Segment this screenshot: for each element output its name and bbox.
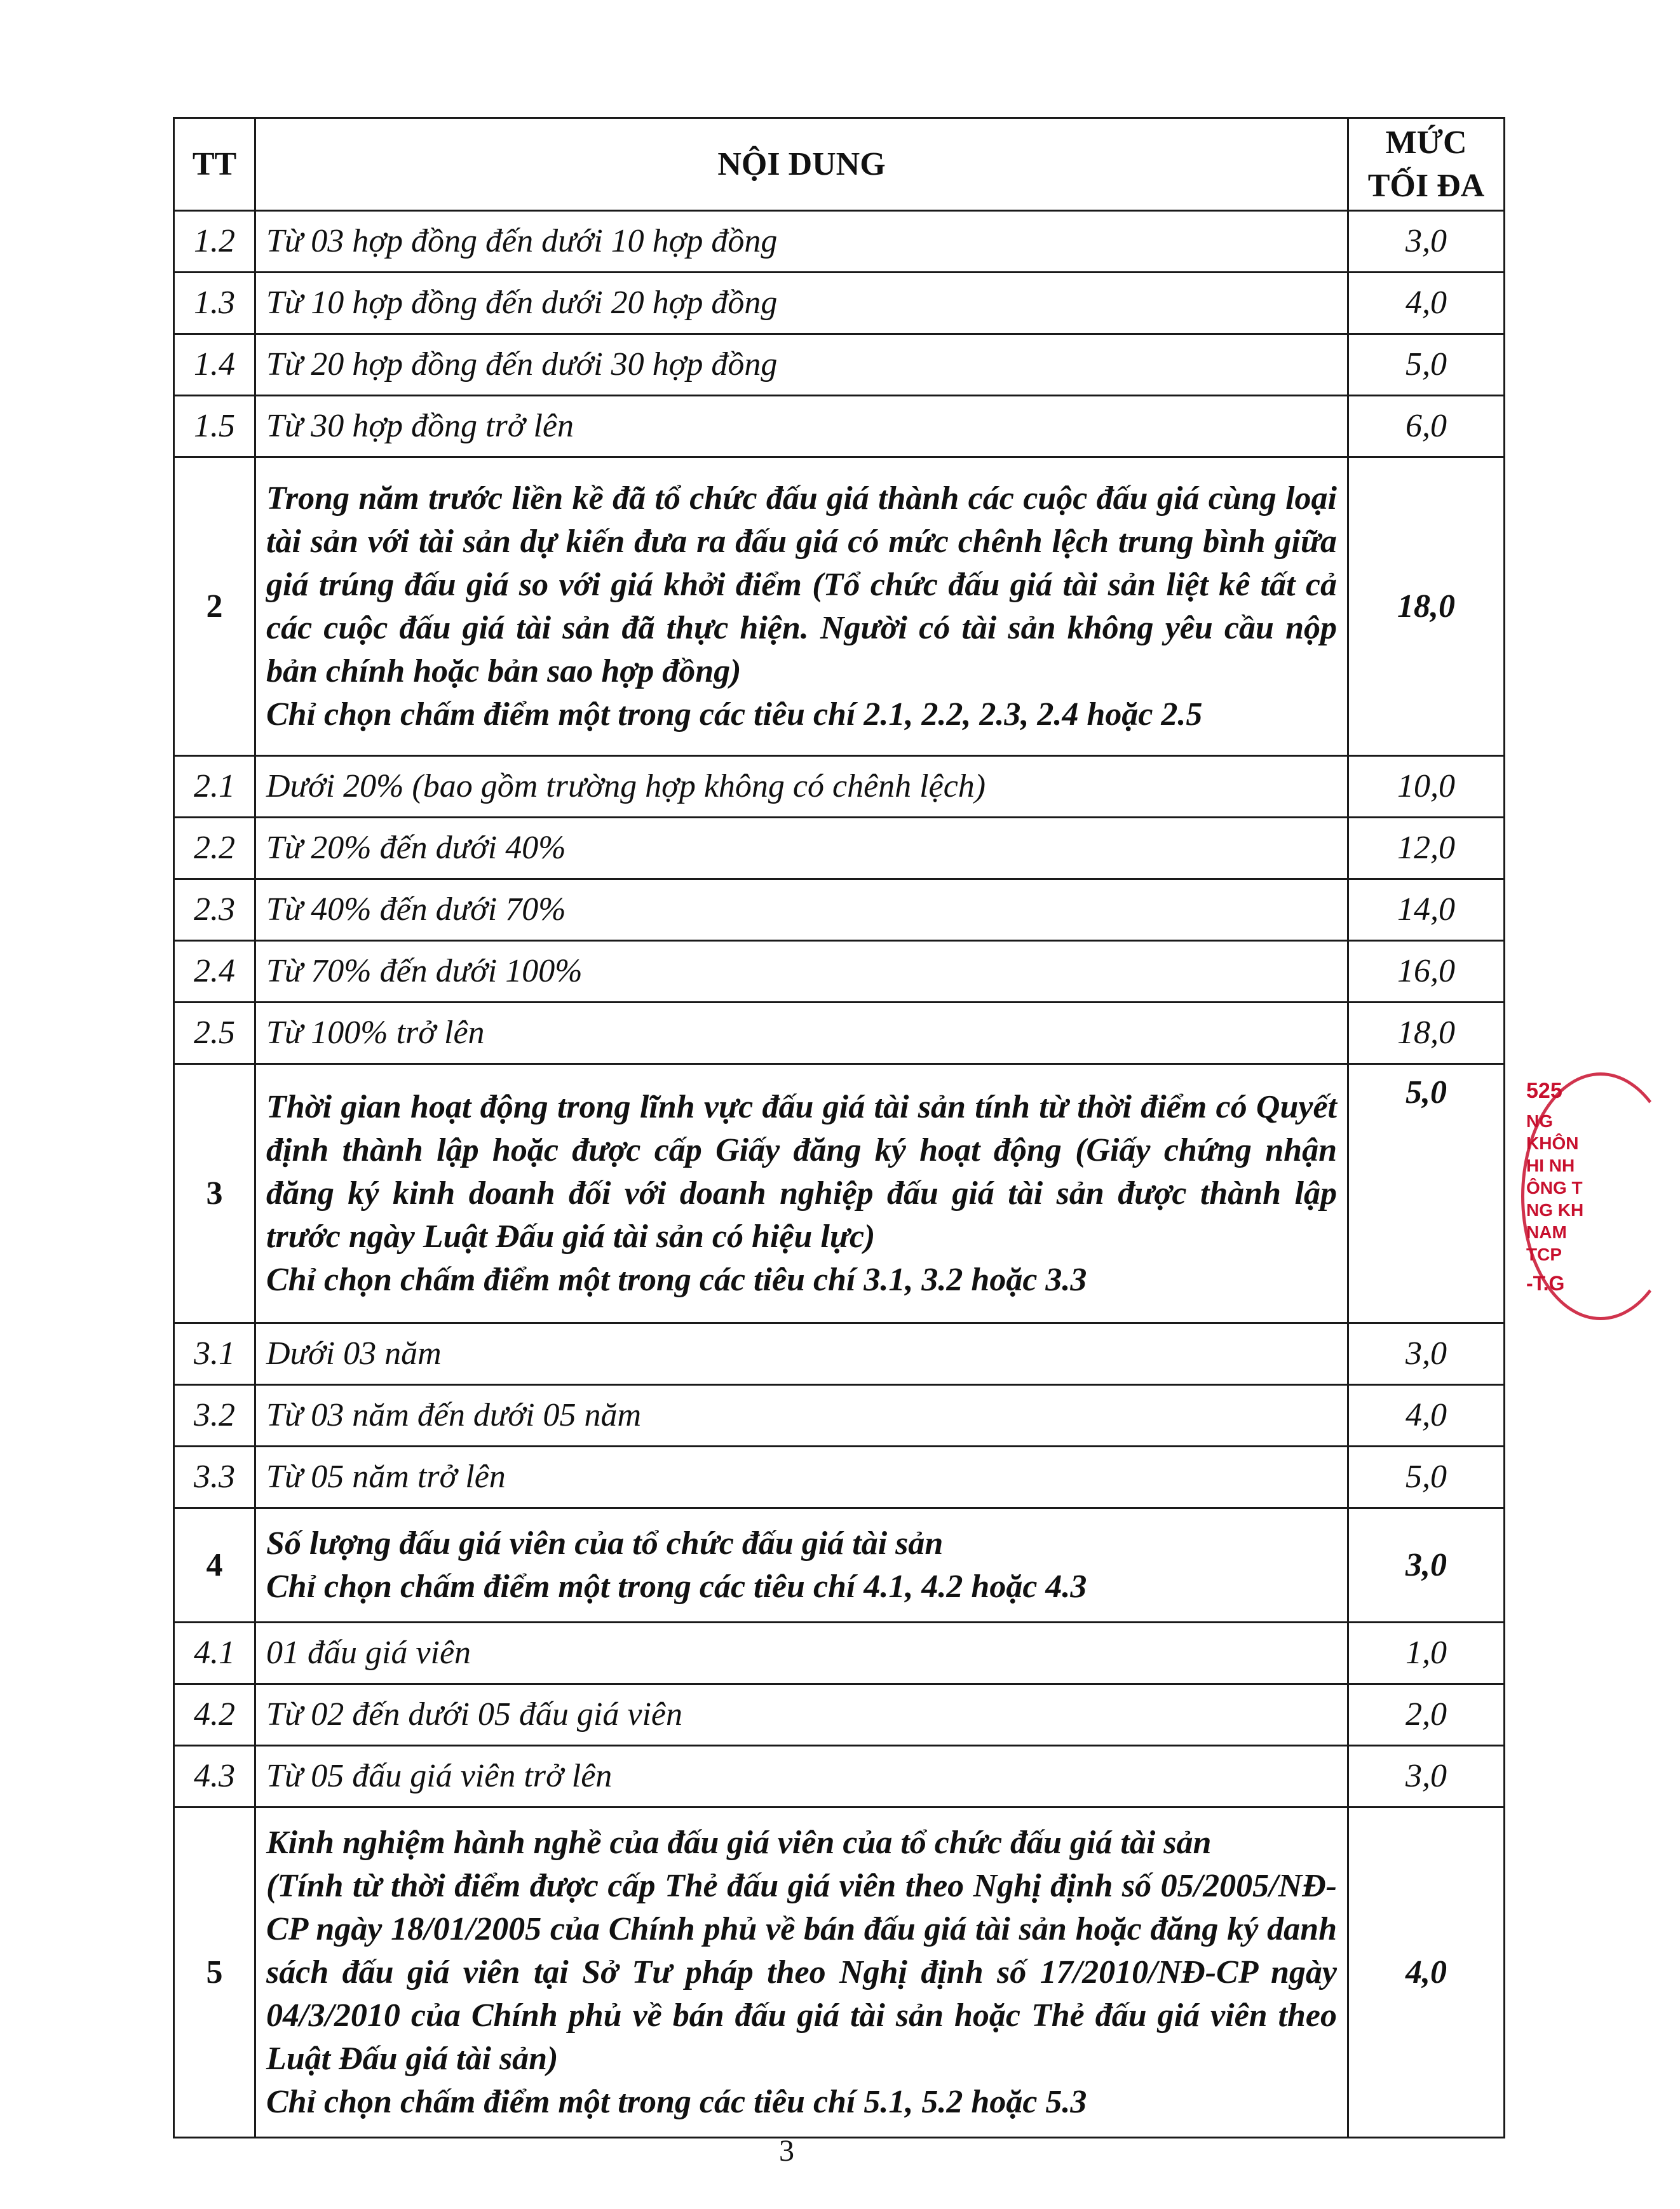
seal-text: HI NH xyxy=(1526,1156,1575,1175)
row-content: Từ 30 hợp đồng trở lên xyxy=(255,396,1348,457)
table-row xyxy=(174,1623,1505,1684)
header-content: NỘI DUNG xyxy=(255,118,1348,211)
header-max-line1: MỨC xyxy=(1385,124,1467,161)
table-row xyxy=(174,334,1505,396)
seal-text: -T.G xyxy=(1526,1272,1565,1295)
row-tt: 1.4 xyxy=(174,334,255,396)
seal-text: KHÔN xyxy=(1526,1133,1579,1153)
row-max: 16,0 xyxy=(1348,941,1505,1003)
criterion-description: Trong năm trước liền kề đã tổ chức đấu giá thành các cuộc đấu giá cùng loại tài sản với tài sản dự kiến đưa ra đấu giá có mức chênh lệch trung bình giữa giá trúng đấu giá so với giá khởi điểm (Tổ chức đấu giá tài sản liệt kê tất cả các cuộc đấu giá tài sản đã thực hiện. Người có tài sản không yêu cầu nộp bản chính hoặc bản sao hợp đồng) xyxy=(266,480,1337,689)
row-tt: 5 xyxy=(174,1807,255,2138)
row-content: Từ 20% đến dưới 40% xyxy=(255,818,1348,879)
table-row xyxy=(174,211,1505,273)
row-max: 18,0 xyxy=(1348,457,1505,756)
table-row-criterion-2 xyxy=(174,457,1505,756)
row-max: 10,0 xyxy=(1348,756,1505,818)
row-max: 5,0 xyxy=(1348,1447,1505,1508)
row-tt: 1.3 xyxy=(174,273,255,334)
seal-text: ÔNG T xyxy=(1526,1178,1583,1198)
table-row-criterion-5 xyxy=(174,1807,1505,2138)
header-max-line2: TỐI ĐA xyxy=(1367,167,1485,204)
row-content: 01 đấu giá viên xyxy=(255,1623,1348,1684)
row-max: 6,0 xyxy=(1348,396,1505,457)
criterion-detail: (Tính từ thời điểm được cấp Thẻ đấu giá viên theo Nghị định số 05/2005/NĐ-CP ngày 18/01/2005 của Chính phủ về bán đấu giá tài sản hoặc đăng ký danh sách đấu giá viên tại Sở Tư pháp theo Nghị định số 17/2010/NĐ-CP ngày 04/3/2010 của Chính phủ về bán đấu giá tài sản hoặc Thẻ đấu giá viên theo Luật Đấu giá tài sản) xyxy=(266,1867,1337,2077)
row-tt: 2.3 xyxy=(174,879,255,941)
row-content: Từ 100% trở lên xyxy=(255,1003,1348,1064)
row-content: Từ 10 hợp đồng đến dưới 20 hợp đồng xyxy=(255,273,1348,334)
table-row-criterion-3 xyxy=(174,1064,1505,1323)
row-content: Từ 05 năm trở lên xyxy=(255,1447,1348,1508)
row-content xyxy=(255,1508,1348,1623)
criterion-note: Chỉ chọn chấm điểm một trong các tiêu chí 3.1, 3.2 hoặc 3.3 xyxy=(266,1261,1087,1298)
row-tt: 3.3 xyxy=(174,1447,255,1508)
table-row xyxy=(174,1684,1505,1746)
row-tt: 2.2 xyxy=(174,818,255,879)
row-max: 3,0 xyxy=(1348,1746,1505,1807)
row-max: 5,0 xyxy=(1348,1064,1505,1323)
table-row xyxy=(174,1323,1505,1385)
row-max: 3,0 xyxy=(1348,1508,1505,1623)
row-tt: 4.1 xyxy=(174,1623,255,1684)
row-content: Từ 40% đến dưới 70% xyxy=(255,879,1348,941)
row-content: Từ 03 năm đến dưới 05 năm xyxy=(255,1385,1348,1447)
row-max: 18,0 xyxy=(1348,1003,1505,1064)
seal-text: NAM xyxy=(1526,1222,1567,1242)
row-max: 4,0 xyxy=(1348,1385,1505,1447)
row-content: Từ 03 hợp đồng đến dưới 10 hợp đồng xyxy=(255,211,1348,273)
row-tt: 4.3 xyxy=(174,1746,255,1807)
table-row xyxy=(174,273,1505,334)
criterion-note: Chỉ chọn chấm điểm một trong các tiêu chí 2.1, 2.2, 2.3, 2.4 hoặc 2.5 xyxy=(266,696,1203,733)
table-row xyxy=(174,756,1505,818)
row-content: Từ 70% đến dưới 100% xyxy=(255,941,1348,1003)
row-content xyxy=(255,457,1348,756)
seal-text: 525 xyxy=(1526,1079,1562,1103)
row-tt: 3.1 xyxy=(174,1323,255,1385)
table-row xyxy=(174,396,1505,457)
page-number: 3 xyxy=(779,2134,794,2168)
row-content: Dưới 20% (bao gồm trường hợp không có chênh lệch) xyxy=(255,756,1348,818)
row-max: 3,0 xyxy=(1348,211,1505,273)
table-row xyxy=(174,879,1505,941)
header-tt: TT xyxy=(174,118,255,211)
header-max-score xyxy=(1348,118,1505,211)
scoring-criteria-table xyxy=(173,117,1505,2138)
row-max: 5,0 xyxy=(1348,334,1505,396)
row-tt: 1.5 xyxy=(174,396,255,457)
row-tt: 4.2 xyxy=(174,1684,255,1746)
row-max: 14,0 xyxy=(1348,879,1505,941)
row-content: Từ 20 hợp đồng đến dưới 30 hợp đồng xyxy=(255,334,1348,396)
row-tt: 1.2 xyxy=(174,211,255,273)
row-max: 2,0 xyxy=(1348,1684,1505,1746)
seal-text: TCP xyxy=(1526,1245,1562,1264)
seal-text: NG KH xyxy=(1526,1200,1584,1220)
row-tt: 2.5 xyxy=(174,1003,255,1064)
row-content: Từ 05 đấu giá viên trở lên xyxy=(255,1746,1348,1807)
criterion-note: Chỉ chọn chấm điểm một trong các tiêu chí 5.1, 5.2 hoặc 5.3 xyxy=(266,2083,1087,2120)
red-seal-stamp xyxy=(1517,1067,1584,1321)
row-max: 12,0 xyxy=(1348,818,1505,879)
row-tt: 2.4 xyxy=(174,941,255,1003)
row-max: 3,0 xyxy=(1348,1323,1505,1385)
table-row xyxy=(174,1447,1505,1508)
criterion-description: Kinh nghiệm hành nghề của đấu giá viên của tổ chức đấu giá tài sản xyxy=(266,1824,1212,1861)
row-content xyxy=(255,1064,1348,1323)
row-tt: 2.1 xyxy=(174,756,255,818)
row-tt: 3.2 xyxy=(174,1385,255,1447)
table-header-row xyxy=(174,118,1505,211)
criterion-note: Chỉ chọn chấm điểm một trong các tiêu chí 4.1, 4.2 hoặc 4.3 xyxy=(266,1568,1087,1605)
row-content xyxy=(255,1807,1348,2138)
row-content: Dưới 03 năm xyxy=(255,1323,1348,1385)
table-row-criterion-4 xyxy=(174,1508,1505,1623)
criterion-description: Số lượng đấu giá viên của tổ chức đấu giá tài sản xyxy=(266,1525,944,1562)
row-max: 4,0 xyxy=(1348,273,1505,334)
row-tt: 2 xyxy=(174,457,255,756)
table-row xyxy=(174,1746,1505,1807)
table-row xyxy=(174,1003,1505,1064)
table-row xyxy=(174,818,1505,879)
row-tt: 4 xyxy=(174,1508,255,1623)
criterion-description: Thời gian hoạt động trong lĩnh vực đấu giá tài sản tính từ thời điểm có Quyết định thành lập hoặc được cấp Giấy đăng ký hoạt động (Giấy chứng nhận đăng ký kinh doanh đối với doanh nghiệp đấu giá tài sản được thành lập trước ngày Luật Đấu giá tài sản có hiệu lực) xyxy=(266,1088,1337,1255)
row-max: 1,0 xyxy=(1348,1623,1505,1684)
row-content: Từ 02 đến dưới 05 đấu giá viên xyxy=(255,1684,1348,1746)
table-row xyxy=(174,1385,1505,1447)
row-tt: 3 xyxy=(174,1064,255,1323)
table-row xyxy=(174,941,1505,1003)
seal-text: NG xyxy=(1526,1111,1553,1131)
row-max: 4,0 xyxy=(1348,1807,1505,2138)
